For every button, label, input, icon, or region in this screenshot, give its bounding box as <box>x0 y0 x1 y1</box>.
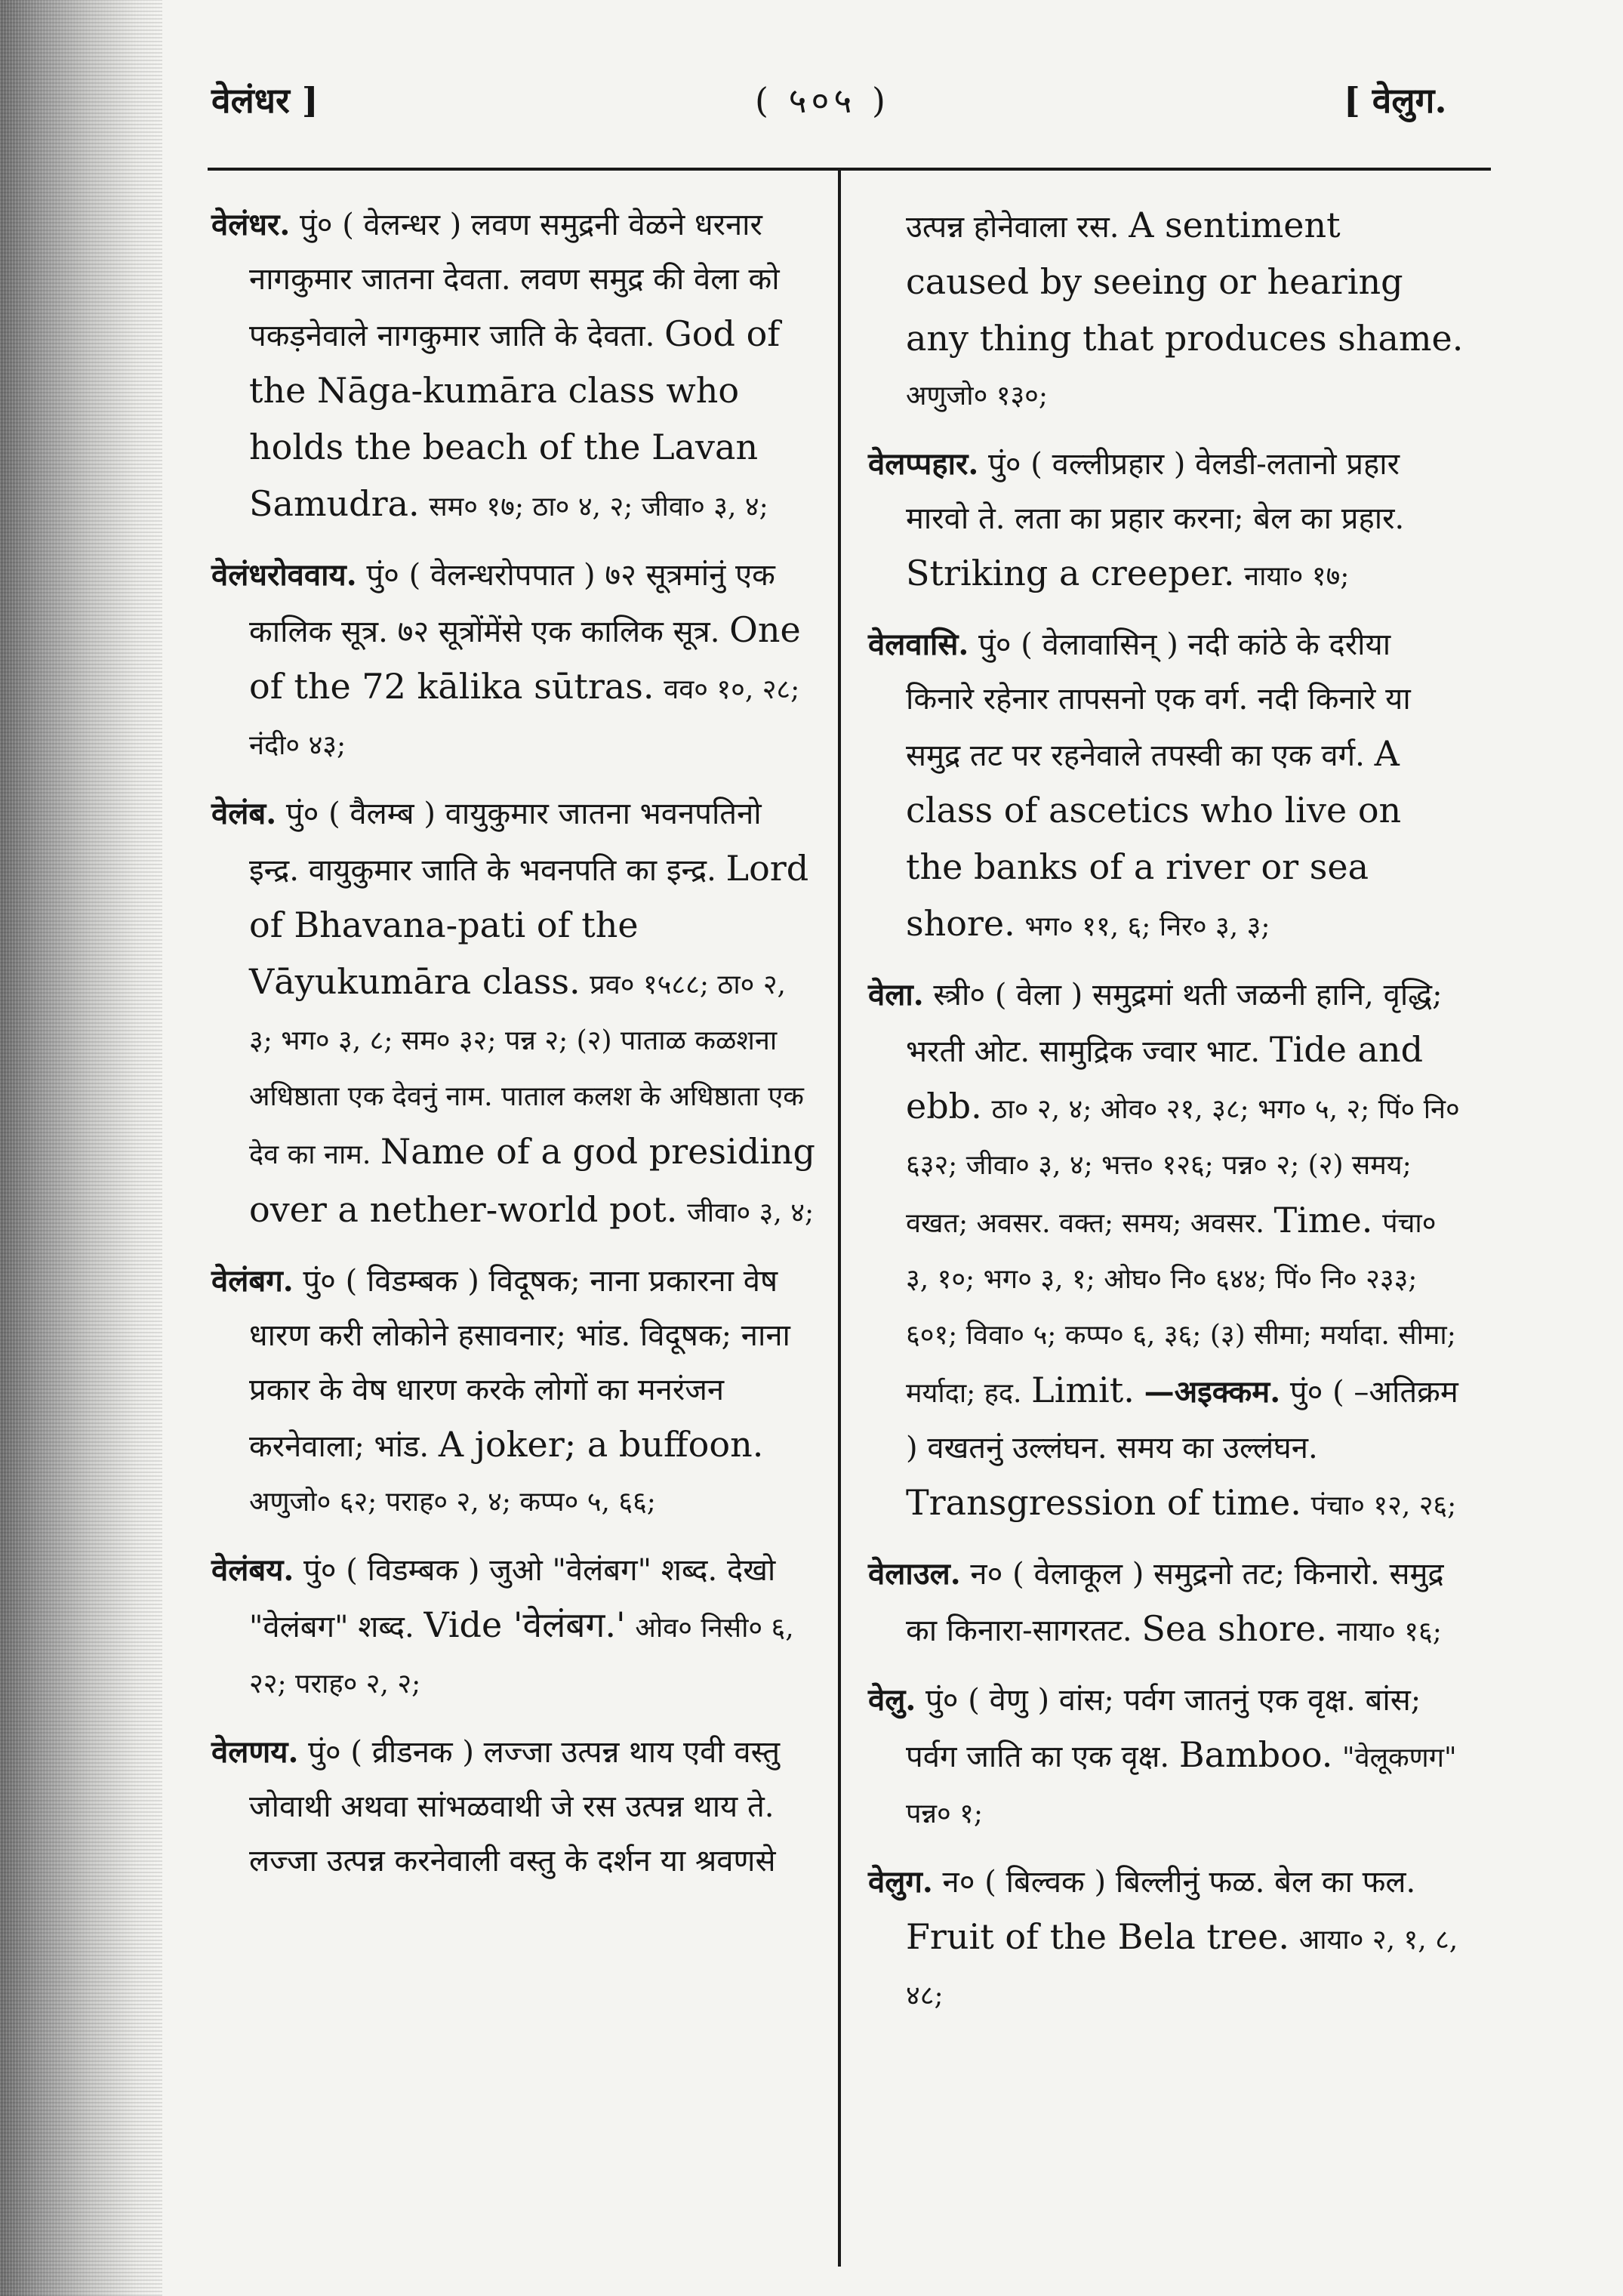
gender: पुं० <box>978 627 1012 662</box>
references: अणुजो० १३०; <box>906 381 1049 411</box>
dictionary-entry <box>211 198 815 535</box>
english-gloss: Vide 'वेलंबग.' <box>423 1604 626 1645</box>
gujarati-gloss: लवण समुद्रनी वेळने धरनार नागकुमार जातना देवता. <box>249 208 762 297</box>
references: आया० २, १, ८, ४८; <box>906 1925 1458 2011</box>
references: अणुजो० ६२; पराह० २, ४; कप्प० ५, ६६; <box>249 1487 656 1518</box>
gujarati-gloss: विदूषक; नाना प्रकारना वेष धारण करी लोकोने हसावनार; भांड. <box>249 1264 778 1353</box>
headword: वेलुग. <box>868 1864 933 1900</box>
references: वव० १०, २८; नंदी० ४३; <box>249 674 800 761</box>
gender: पुं० <box>303 1553 337 1588</box>
running-head-right: [ वेलुग. <box>1344 80 1447 121</box>
headword: वेलंबग. <box>211 1263 294 1299</box>
gender: पुं० <box>366 558 399 593</box>
sanskrit: ( वेलावासिन् ) <box>1021 627 1178 662</box>
gender: न० <box>942 1865 975 1900</box>
sub-headword: —अइक्कम. <box>1144 1374 1281 1410</box>
hindi-gloss: वायुकुमार जाति के भवनपति का इन्द्र. <box>308 853 716 888</box>
headword: वेलवासि. <box>868 627 969 662</box>
english-gloss: Lord of Bhavana-pati of the Vāyukumāra class. <box>249 848 809 1002</box>
gujarati-gloss: समुद्रमां थती जळनी हानि, वृद्धि; भरती ओट. <box>906 978 1443 1069</box>
sub-hindi-gloss: समय का उल्लंघन. <box>1116 1431 1318 1465</box>
gender: पुं० <box>299 208 333 242</box>
gender: स्त्री० <box>933 978 986 1012</box>
references: सम० १७; ठा० ४, २; जीवा० ३, ४; <box>429 492 768 522</box>
gujarati-gloss: लज्जा उत्पन्न थाय एवी वस्तु जोवाथी अथवा सांभळवाथी जे रस उत्पन्न थाय ते. <box>249 1735 781 1824</box>
gender: पुं० <box>303 1264 336 1299</box>
sanskrit: ( वल्लीप्रहार ) <box>1030 447 1186 482</box>
dictionary-entry <box>868 618 1464 954</box>
dictionary-entry <box>868 968 1464 1533</box>
headword: वेला. <box>868 977 924 1012</box>
dictionary-entry <box>211 1543 815 1712</box>
sub-gujarati-gloss: वखतनुं उल्लंघन. <box>927 1431 1107 1465</box>
hindi-gloss: समुद्र का किनारा-सागरतट. <box>906 1557 1444 1648</box>
references: "वेलूकणग" पन्न० १; <box>906 1743 1457 1829</box>
gujarati-gloss: ७२ सूत्रमांनुं एक कालिक सूत्र. <box>249 558 775 649</box>
sanskrit: ( वेलन्धरोपपात ) <box>408 558 596 593</box>
english-gloss: A joker; a buffoon. <box>438 1424 764 1465</box>
sub-gender: पुं० <box>1289 1375 1323 1410</box>
references-2: पंचा० ३, १०; भग० ३, १; ओघ० नि० ६४४; पिं० नि० २३३; ६०१; विवा० ५; कप्प० ६, ३६; (३) सीमा; मर्यादा. सीमा; मर्यादा; हद. <box>906 1208 1456 1409</box>
right-column <box>868 198 1464 2037</box>
english-gloss-2: Time. <box>1273 1200 1373 1240</box>
headword: वेलप्पहार. <box>868 446 979 482</box>
english-gloss: God of the Nāga-kumāra class who holds the beach of the Lavan Samudra. <box>249 313 781 524</box>
english-gloss: Striking a creeper. <box>906 553 1235 593</box>
english-gloss: Tide and ebb. <box>906 1029 1424 1126</box>
references-2: जीवा० ३, ४; <box>687 1197 815 1228</box>
gujarati-gloss: समुद्रनो तट; किनारो. <box>1153 1557 1380 1592</box>
hindi-gloss: लवण समुद्र की वेला को पकड़नेवाले नागकुमार जाति के देवता. <box>249 262 780 353</box>
sub-references: पंचा० १२, २६; <box>1310 1490 1457 1521</box>
english-gloss: A class of ascetics who live on the banks of a river or sea shore. <box>906 733 1402 944</box>
headword: वेलंधरोववाय. <box>211 557 357 593</box>
gujarati-gloss: नदी कांठे के दरीया किनारे रहेनार तापसनो एक वर्ग. <box>906 627 1391 717</box>
dictionary-entry <box>868 1547 1464 1660</box>
gujarati-gloss: वांस; पर्वग जातनुं एक वृक्ष. <box>1058 1683 1356 1718</box>
dictionary-entry <box>211 1254 815 1530</box>
dictionary-entry <box>868 1855 1464 2023</box>
sanskrit: ( वैलम्ब ) <box>328 797 436 831</box>
sanskrit: ( व्रीडनक ) <box>350 1735 474 1770</box>
sanskrit: ( वेलाकूल ) <box>1012 1557 1144 1592</box>
gender: पुं० <box>285 797 319 831</box>
english-gloss: Fruit of the Bela tree. <box>906 1916 1289 1957</box>
references: नाया० १७; <box>1244 561 1350 592</box>
hindi-gloss: बांस; पर्वग जाति का एक वृक्ष. <box>906 1683 1421 1774</box>
references: नाया० १६; <box>1336 1616 1442 1647</box>
dictionary-entry <box>211 1725 815 1888</box>
gujarati-gloss: वायुकुमार जातना भवनपतिनो इन्द्र. <box>249 797 762 888</box>
gender: पुं० <box>308 1735 341 1770</box>
header-rule <box>208 168 1491 171</box>
hindi-gloss: बेल का फल. <box>1274 1865 1416 1900</box>
gender: पुं० <box>988 447 1021 482</box>
sanskrit: ( वेला ) <box>994 978 1083 1012</box>
scan-noise <box>0 0 162 2296</box>
running-head-left: वेलंधर ] <box>211 80 319 121</box>
headword: वेलंधर. <box>211 207 291 242</box>
english-gloss: A sentiment caused by seeing or hearing any thing that produces shame. <box>906 205 1464 359</box>
gujarati-gloss: बिल्लीनुं फळ. <box>1115 1865 1265 1900</box>
gujarati-gloss: वेलडी-लतानो प्रहार मारवो ते. <box>906 447 1400 536</box>
hindi-gloss: उत्पन्न होनेवाला रस. <box>906 210 1119 245</box>
sanskrit: ( बिल्वक ) <box>984 1865 1107 1900</box>
dictionary-entry <box>211 787 815 1240</box>
hindi-gloss: लता का प्रहार करना; बेल का प्रहार. <box>1015 501 1405 536</box>
left-column <box>211 198 815 1902</box>
gender: न० <box>970 1557 1003 1592</box>
hindi-gloss: लज्जा उत्पन्न करनेवाली वस्तु के दर्शन या श्रवणसे <box>249 1844 776 1878</box>
gender: पुं० <box>925 1683 959 1718</box>
headword: वेलाउल. <box>868 1556 961 1592</box>
headword: वेलणय. <box>211 1734 299 1770</box>
english-gloss: One of the 72 kālika sūtras. <box>249 609 801 707</box>
sanskrit: ( वेलन्धर ) <box>342 208 462 242</box>
english-gloss-3: Limit. <box>1031 1370 1135 1410</box>
headword: वेलंब. <box>211 796 277 831</box>
hindi-gloss: विदूषक; नाना प्रकार के वेष धारण करके लोगों का मनरंजन करनेवाला; भांड. <box>249 1318 790 1464</box>
page-number: ( ५०५ ) <box>755 80 890 121</box>
headword: वेलु. <box>868 1682 916 1718</box>
hindi-gloss: सामुद्रिक ज्वार भाट. <box>1039 1034 1261 1069</box>
english-gloss: Bamboo. <box>1178 1734 1333 1775</box>
gujarati-gloss: जुओ "वेलंबग" शब्द. <box>489 1553 718 1588</box>
references: ठा० २, ४; ओव० २१, ३८; भग० ५, २; पिं० नि० ६३२; जीवा० ३, ४; भत्त० १२६; पन्न० २; (२) समय; वखत; अवसर. वक्त; समय; अवसर. <box>906 1094 1460 1239</box>
dictionary-entry <box>868 1673 1464 1841</box>
references: भग० ११, ६; निर० ३, ३; <box>1024 911 1270 942</box>
sanskrit: ( वेणु ) <box>968 1683 1050 1718</box>
dictionary-entry <box>211 548 815 773</box>
english-gloss-2: Name of a god presiding over a nether-world pot. <box>249 1131 815 1230</box>
hindi-gloss: ७२ सूत्रोंमेंसे एक कालिक सूत्र. <box>397 615 720 649</box>
hindi-gloss: देखो "वेलंबग" शब्द. <box>249 1553 776 1644</box>
references: ओव० निसी० ६, २२; पराह० २, २; <box>249 1613 794 1700</box>
headword: वेलंबय. <box>211 1552 294 1588</box>
english-gloss: Sea shore. <box>1141 1608 1327 1649</box>
dictionary-entry <box>868 437 1464 604</box>
entry-continuation <box>868 198 1464 424</box>
sanskrit: ( विडम्बक ) <box>346 1553 480 1588</box>
sub-english-gloss: Transgression of time. <box>906 1482 1301 1523</box>
sanskrit: ( विडम्बक ) <box>345 1264 479 1299</box>
sub-sanskrit: ( –अतिक्रम ) <box>906 1375 1458 1465</box>
column-divider <box>838 168 841 2267</box>
references: प्रव० १५८८; ठा० २, ३; भग० ३, ८; सम० ३२; पन्न २; (२) पाताळ कळशना अधिष्ठाता एक देवनुं नाम. पाताल कलश के अधिष्ठाता एक देव का नाम. <box>249 969 804 1170</box>
hindi-gloss: नदी किनारे या समुद्र तट पर रहनेवाले तपस्वी का एक वर्ग. <box>906 682 1411 773</box>
